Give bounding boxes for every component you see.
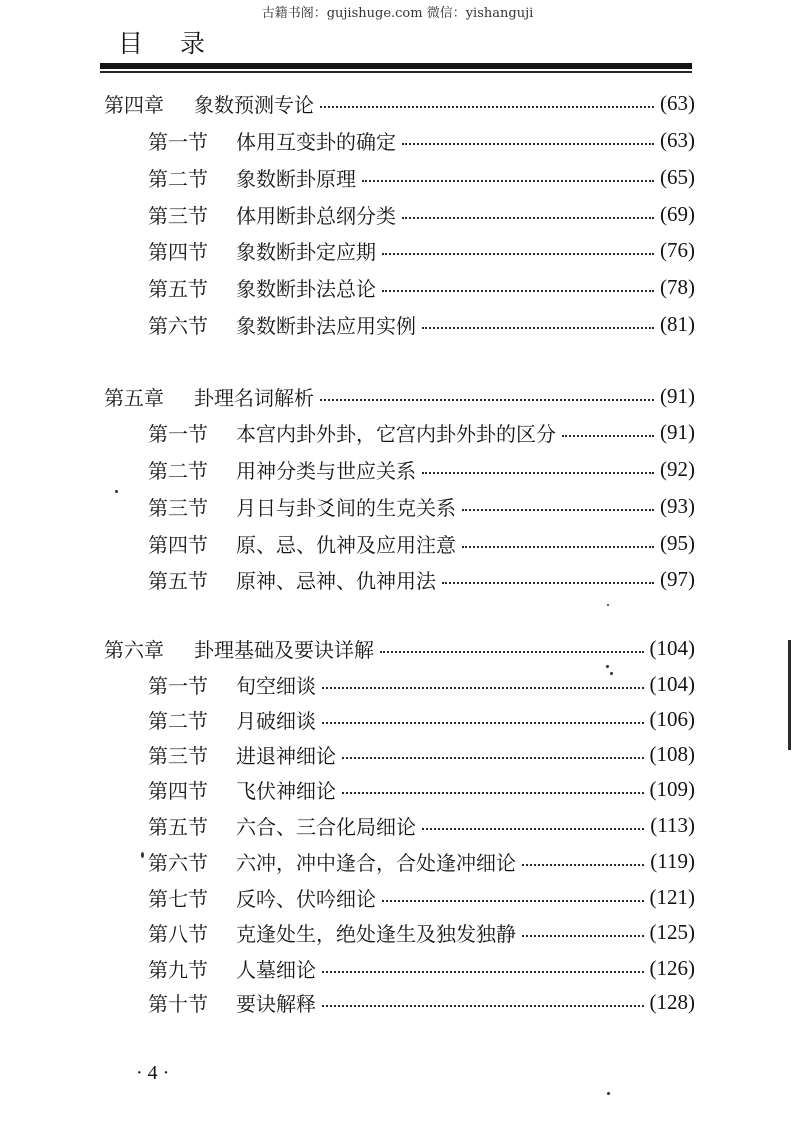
- section-number: 第五节: [148, 814, 208, 839]
- toc-chapter-row: [104, 89, 695, 117]
- dot-leader: [422, 327, 654, 329]
- section-number: 第二节: [148, 458, 208, 483]
- scan-speck: [607, 1092, 610, 1095]
- chapter-number: 第五章: [104, 385, 164, 410]
- dot-leader: [382, 290, 654, 292]
- dot-leader: [322, 722, 644, 724]
- section-number: 第三节: [148, 743, 208, 768]
- section-title: 克逢处生，绝处逢生及独发独静: [236, 921, 516, 946]
- section-title: 六冲，冲中逢合，合处逢冲细论: [236, 850, 516, 875]
- dot-leader: [380, 651, 644, 653]
- page-reference: (104): [649, 671, 695, 696]
- page-reference: (92): [660, 456, 695, 481]
- page-reference: (109): [649, 776, 695, 801]
- page-reference: (63): [660, 127, 695, 152]
- scan-speck: [606, 665, 609, 668]
- section-title: 体用互变卦的确定: [236, 129, 396, 154]
- dot-leader: [422, 828, 644, 830]
- toc-section-row: [148, 670, 695, 698]
- dot-leader: [422, 472, 654, 474]
- section-title: 反吟、伏吟细论: [236, 886, 376, 911]
- section-number: 第九节: [148, 957, 208, 982]
- page-reference: (95): [660, 530, 695, 555]
- page-reference: (91): [660, 419, 695, 444]
- dot-leader: [362, 180, 654, 182]
- dot-leader: [320, 106, 654, 108]
- toc-section-row: [148, 705, 695, 733]
- dot-leader: [562, 435, 654, 437]
- section-number: 第一节: [148, 673, 208, 698]
- scan-speck: [115, 490, 118, 493]
- section-title: 要诀解释: [236, 991, 316, 1016]
- toc-section-row: [148, 775, 695, 803]
- toc-section-row: [148, 883, 695, 911]
- page-reference: (76): [660, 237, 695, 262]
- toc-section-row: [148, 565, 695, 593]
- section-title: 原神、忌神、仇神用法: [236, 568, 436, 593]
- section-title: 进退神细论: [236, 743, 336, 768]
- toc-section-row: [148, 126, 695, 154]
- section-title: 象数断卦法总论: [236, 276, 376, 301]
- section-title: 飞伏神细论: [236, 778, 336, 803]
- dot-leader: [382, 900, 644, 902]
- section-title: 人墓细论: [236, 957, 316, 982]
- dot-leader: [442, 582, 654, 584]
- dot-leader: [402, 143, 654, 145]
- section-title: 象数断卦定应期: [236, 239, 376, 264]
- dot-leader: [342, 757, 644, 759]
- toc-section-row: [148, 273, 695, 301]
- scan-speck: [141, 852, 144, 858]
- page-number: · 4 ·: [136, 1062, 170, 1084]
- dot-leader: [522, 935, 644, 937]
- heading-char-1: 目: [118, 29, 144, 58]
- section-title: 月日与卦爻间的生克关系: [236, 495, 456, 520]
- heading-rule-thin: [100, 71, 692, 73]
- page-reference: (65): [660, 164, 695, 189]
- page-reference: (106): [649, 706, 695, 731]
- toc-section-row: [148, 811, 695, 839]
- dot-leader: [402, 217, 654, 219]
- section-title: 象数断卦法应用实例: [236, 313, 416, 338]
- section-number: 第三节: [148, 203, 208, 228]
- toc-chapter-row: [104, 634, 695, 662]
- section-number: 第六节: [148, 313, 208, 338]
- dot-leader: [320, 399, 654, 401]
- page-reference: (121): [649, 884, 695, 909]
- section-title: 本宫内卦外卦，它宫内卦外卦的区分: [236, 421, 556, 446]
- page-reference: (119): [650, 848, 695, 873]
- toc-section-row: [148, 954, 695, 982]
- toc-section-row: [148, 847, 695, 875]
- section-number: 第五节: [148, 568, 208, 593]
- watermark-text: 古籍书阁：gujishuge.com 微信：yishanguji: [261, 6, 534, 21]
- chapter-title: 卦理基础及要诀详解: [194, 637, 374, 662]
- section-number: 第四节: [148, 778, 208, 803]
- section-number: 第二节: [148, 166, 208, 191]
- section-number: 第七节: [148, 886, 208, 911]
- dot-leader: [522, 864, 644, 866]
- section-title: 用神分类与世应关系: [236, 458, 416, 483]
- toc-section-row: [148, 918, 695, 946]
- toc-chapter-row: [104, 382, 695, 410]
- dot-leader: [462, 509, 654, 511]
- toc-section-row: [148, 236, 695, 264]
- section-title: 六合、三合化局细论: [236, 814, 416, 839]
- section-number: 第四节: [148, 532, 208, 557]
- page-reference: (91): [660, 383, 695, 408]
- page-reference: (69): [660, 201, 695, 226]
- page-reference: (125): [649, 919, 695, 944]
- page-reference: (78): [660, 274, 695, 299]
- section-number: 第十节: [148, 991, 208, 1016]
- page-reference: (104): [649, 635, 695, 660]
- toc-section-row: [148, 740, 695, 768]
- section-number: 第八节: [148, 921, 208, 946]
- page-reference: (97): [660, 566, 695, 591]
- heading-char-2: 录: [180, 29, 206, 58]
- section-title: 旬空细谈: [236, 673, 316, 698]
- toc-section-row: [148, 455, 695, 483]
- dot-leader: [382, 253, 654, 255]
- page-reference: (63): [660, 90, 695, 115]
- section-title: 体用断卦总纲分类: [236, 203, 396, 228]
- toc-section-row: [148, 418, 695, 446]
- section-number: 第五节: [148, 276, 208, 301]
- page-reference: (81): [660, 311, 695, 336]
- chapter-number: 第四章: [104, 92, 164, 117]
- page-reference: (128): [649, 989, 695, 1014]
- dot-leader: [322, 1005, 644, 1007]
- page-reference: (93): [660, 493, 695, 518]
- page-reference: (126): [649, 955, 695, 980]
- chapter-title: 象数预测专论: [194, 92, 314, 117]
- section-title: 月破细谈: [236, 708, 316, 733]
- section-number: 第二节: [148, 708, 208, 733]
- heading-rule-thick: [100, 63, 692, 69]
- toc-section-row: [148, 529, 695, 557]
- dot-leader: [462, 546, 654, 548]
- toc-section-row: [148, 988, 695, 1016]
- scan-edge-mark: [788, 640, 791, 750]
- scan-speck: [610, 672, 613, 675]
- section-number: 第一节: [148, 129, 208, 154]
- page-reference: (113): [650, 812, 695, 837]
- page-reference: (108): [649, 741, 695, 766]
- toc-section-row: [148, 310, 695, 338]
- chapter-number: 第六章: [104, 637, 164, 662]
- dot-leader: [342, 792, 644, 794]
- section-title: 原、忌、仇神及应用注意: [236, 532, 456, 557]
- toc-section-row: [148, 163, 695, 191]
- dot-leader: [322, 971, 644, 973]
- chapter-title: 卦理名词解析: [194, 385, 314, 410]
- section-number: 第四节: [148, 239, 208, 264]
- section-number: 第六节: [148, 850, 208, 875]
- section-number: 第一节: [148, 421, 208, 446]
- dot-leader: [322, 687, 644, 689]
- toc-section-row: [148, 492, 695, 520]
- scan-speck: [607, 604, 609, 606]
- section-number: 第三节: [148, 495, 208, 520]
- section-title: 象数断卦原理: [236, 166, 356, 191]
- toc-section-row: [148, 200, 695, 228]
